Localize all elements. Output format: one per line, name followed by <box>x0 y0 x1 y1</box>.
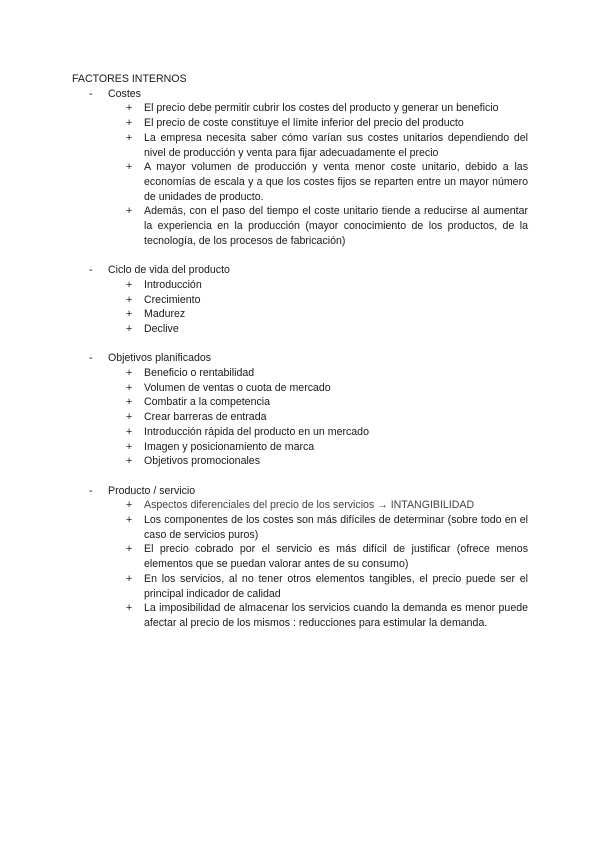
section-title: Objetivos planificados <box>108 352 212 365</box>
plus-bullet-icon: + <box>126 572 133 585</box>
section-title: Ciclo de vida del producto <box>108 264 230 277</box>
bullet-list <box>72 366 528 469</box>
list-item <box>72 160 528 204</box>
plus-bullet-icon: + <box>126 161 133 174</box>
list-item <box>72 410 528 425</box>
bullet-list <box>72 101 528 248</box>
plus-bullet-icon: + <box>126 117 133 130</box>
list-item <box>72 601 528 630</box>
plus-bullet-icon: + <box>126 308 133 321</box>
list-item-text: Combatir a la competencia <box>144 396 271 409</box>
plus-bullet-icon: + <box>126 425 133 438</box>
plus-bullet-icon: + <box>126 514 133 527</box>
list-item-text: La imposibilidad de almacenar los servicios cuando la demanda es menor puede afectar al precio de los mismos : reducciones para estimular la demanda. <box>144 602 528 629</box>
dash-bullet-icon: - <box>89 264 93 277</box>
sections-list <box>72 87 528 631</box>
list-item <box>72 425 528 440</box>
plus-bullet-icon: + <box>126 131 133 144</box>
plus-bullet-icon: + <box>126 543 133 556</box>
list-item-text: Madurez <box>144 308 186 321</box>
plus-bullet-icon: + <box>126 602 133 615</box>
list-item <box>72 572 528 601</box>
plus-bullet-icon: + <box>126 455 133 468</box>
plus-bullet-icon: + <box>126 396 133 409</box>
list-item <box>72 204 528 248</box>
plus-bullet-icon: + <box>126 440 133 453</box>
list-item <box>72 307 528 322</box>
dash-bullet-icon: - <box>89 352 93 365</box>
bullet-list <box>72 278 528 337</box>
plus-bullet-icon: + <box>126 278 133 291</box>
list-item <box>72 440 528 455</box>
list-item-text: Volumen de ventas o cuota de mercado <box>144 381 331 394</box>
list-item <box>72 542 528 571</box>
list-item <box>72 131 528 160</box>
section <box>72 87 528 249</box>
plus-bullet-icon: + <box>126 499 133 512</box>
list-item-text: En los servicios, al no tener otros elementos tangibles, el precio puede ser el principal indicador de calidad <box>144 572 528 600</box>
list-item <box>72 366 528 381</box>
list-item-text: Los componentes de los costes son más difíciles de determinar (sobre todo en el caso de servicios puros) <box>144 514 528 541</box>
section <box>72 484 528 631</box>
list-item <box>72 322 528 337</box>
plus-bullet-icon: + <box>126 102 133 115</box>
list-item-text: Beneficio o rentabilidad <box>144 367 255 380</box>
plus-bullet-icon: + <box>126 411 133 424</box>
plus-bullet-icon: + <box>126 367 133 380</box>
list-item <box>72 278 528 293</box>
list-item <box>72 381 528 396</box>
section-header <box>72 484 528 499</box>
list-item-text: Declive <box>144 322 179 335</box>
plus-bullet-icon: + <box>126 205 133 218</box>
list-item-text: A mayor volumen de producción y venta menor coste unitario, debido a las economías de escala y a que los costes fijos se reparten entre un mayor número de unidades de producto. <box>144 161 528 203</box>
list-item-text: Introducción <box>144 278 202 291</box>
list-item-text: Imagen y posicionamiento de marca <box>144 440 315 453</box>
list-item-text: El precio cobrado por el servicio es más difícil de justificar (ofrece menos elementos que se puedan valorar antes de su consumo) <box>144 543 528 571</box>
section <box>72 351 528 469</box>
document-body <box>72 72 528 645</box>
plus-bullet-icon: + <box>126 381 133 394</box>
list-item-text: Introducción rápida del producto en un mercado <box>144 425 369 438</box>
section-title: Producto / servicio <box>108 484 196 497</box>
list-item <box>72 116 528 131</box>
list-item-text: Además, con el paso del tiempo el coste unitario tiende a reducirse al aumentar la experiencia en la producción (mayor conocimiento de los productos, de la tecnología, de los procesos de fabricación) <box>144 205 528 247</box>
list-item-text: Crecimiento <box>144 293 201 306</box>
section-header <box>72 87 528 102</box>
list-item-text: El precio debe permitir cubrir los costes del producto y generar un beneficio <box>144 102 499 115</box>
list-item <box>72 293 528 308</box>
list-item <box>72 395 528 410</box>
document-heading: FACTORES INTERNOS <box>72 73 187 85</box>
section-header <box>72 351 528 366</box>
list-item <box>72 101 528 116</box>
list-item-text: La empresa necesita saber cómo varían sus costes unitarios dependiendo del nivel de producción y venta para fijar adecuadamente el precio <box>144 131 528 159</box>
section-title: Costes <box>108 87 141 100</box>
section-header <box>72 263 528 278</box>
dash-bullet-icon: - <box>89 484 93 497</box>
list-item-text: Aspectos diferenciales del precio de los servicios → INTANGIBILIDAD <box>144 499 475 512</box>
bullet-list <box>72 498 528 630</box>
dash-bullet-icon: - <box>89 87 93 100</box>
list-item-text: El precio de coste constituye el límite inferior del precio del producto <box>144 117 464 130</box>
section <box>72 263 528 337</box>
list-item <box>72 513 528 542</box>
list-item <box>72 454 528 469</box>
list-item-text: Crear barreras de entrada <box>144 411 267 424</box>
plus-bullet-icon: + <box>126 322 133 335</box>
plus-bullet-icon: + <box>126 293 133 306</box>
list-item-text: Objetivos promocionales <box>144 455 260 468</box>
list-item <box>72 498 528 513</box>
